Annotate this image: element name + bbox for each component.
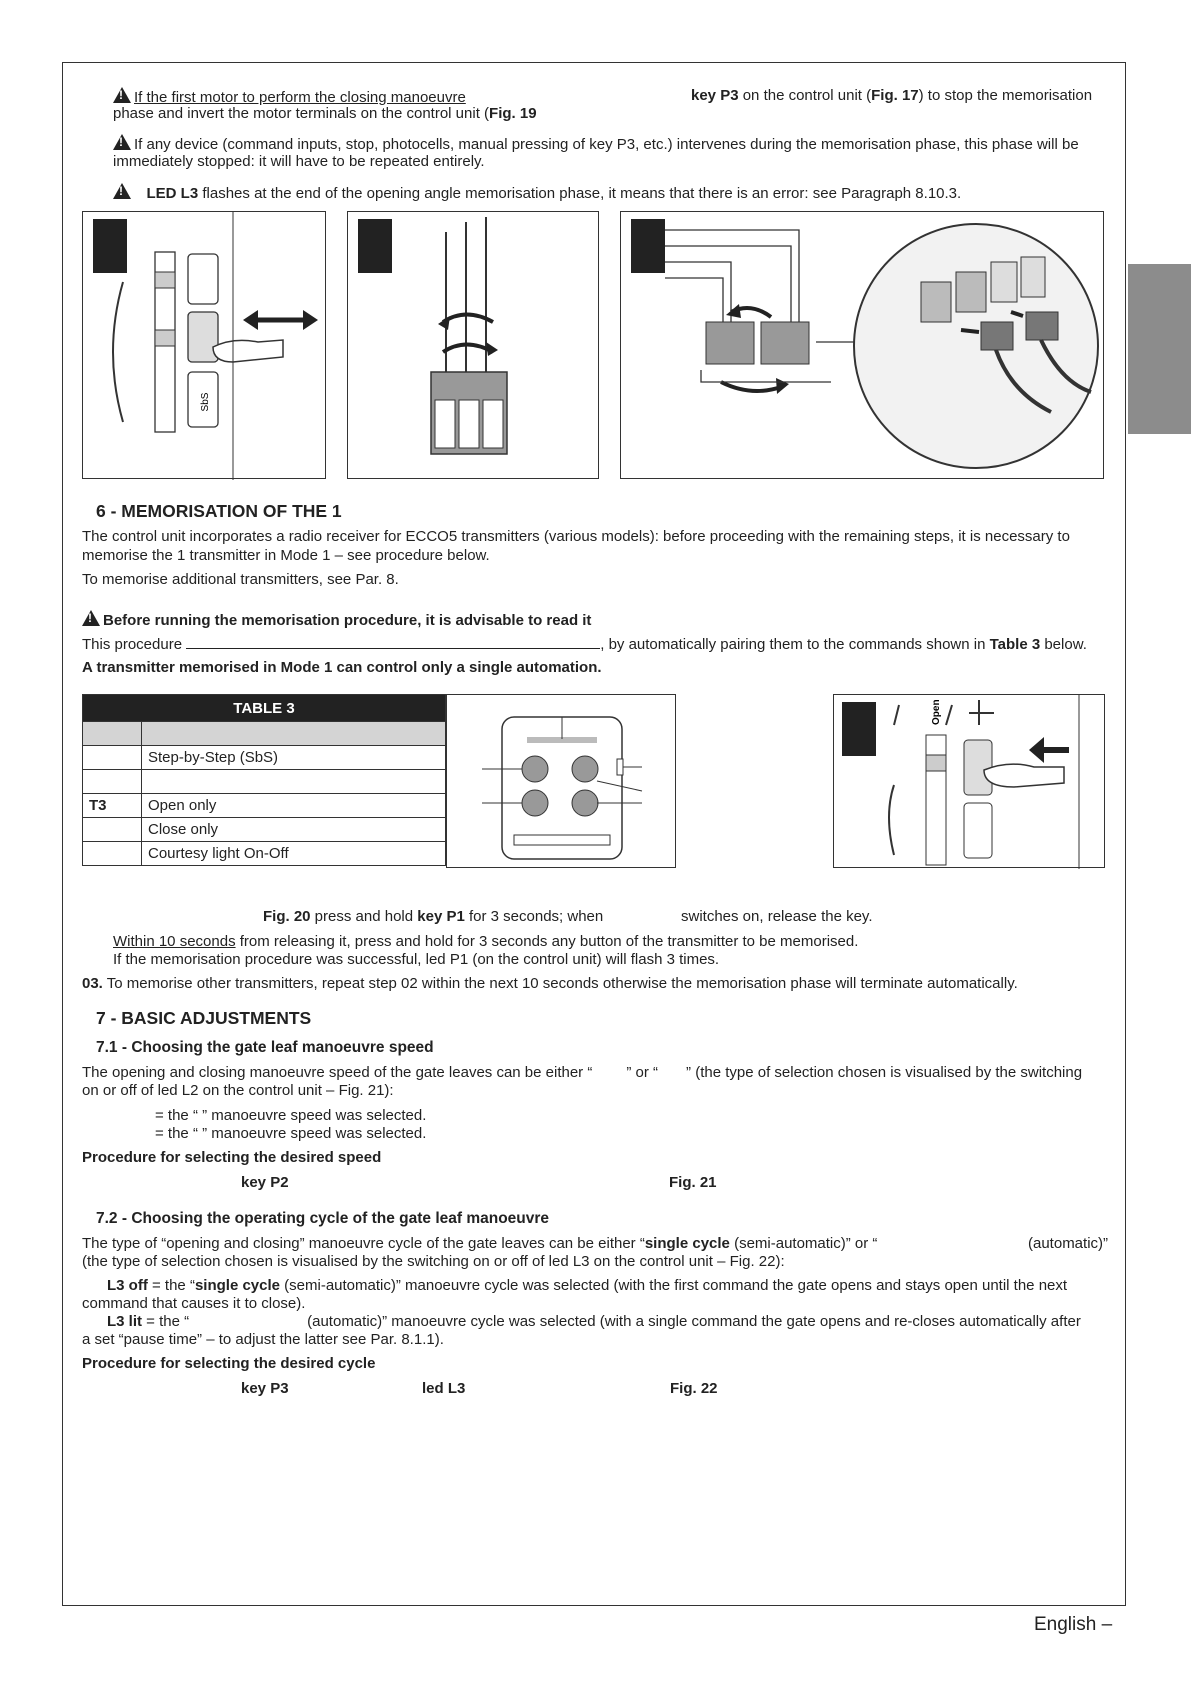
cycle-key: key P3 — [241, 1380, 289, 1397]
step-02: Within 10 seconds from releasing it, press and hold for 3 seconds any button of the transmitter to be memorised. — [113, 933, 859, 950]
warning-2-line2: immediately stopped: it will have to be repeated entirely. — [113, 153, 485, 170]
speed-procedure-title: Procedure for selecting the desired speed — [82, 1149, 382, 1166]
speed-intro: The opening and closing manoeuvre speed of the gate leaves can be either “ ” or “ ” (the type of selection chosen is visualised by the switching — [82, 1064, 1083, 1081]
cycle-l3-off-line2: command that causes it to close). — [82, 1295, 306, 1312]
cycle-l3-lit: L3 lit = the “ (automatic)” manoeuvre cycle was selected (with a single command the gate opens and re-closes automatically after — [107, 1313, 1081, 1330]
step-03: 03. To memorise other transmitters, repeat step 02 within the next 10 seconds otherwise the memorisation phase will terminate automatically. — [82, 975, 1018, 992]
speed-intro-line2: on or off of led L2 on the control unit – Fig. 21): — [82, 1082, 394, 1099]
cycle-l3-off: L3 off = the “single cycle (semi-automatic)” manoeuvre cycle was selected (with the first command the gate opens and stays open until the next — [107, 1277, 1068, 1294]
cycle-l3-lit-line2: a set “pause time” – to adjust the latter see Par. 8.1.1). — [82, 1331, 444, 1348]
sbs-key-label: SbS — [200, 392, 211, 412]
cycle-intro-end: (automatic)” — [1028, 1235, 1109, 1252]
warning-icon — [113, 134, 131, 150]
table-row — [83, 770, 446, 794]
cycle-intro: The type of “opening and closing” manoeuvre cycle of the gate leaves can be either “single cycle (semi-automatic)” or “ — [82, 1235, 878, 1252]
section-6-intro-line1: The control unit incorporates a radio receiver for ECCO5 transmitters (various models): before proceeding with the remaining steps, it is necessary to — [82, 528, 1070, 545]
speed-option-2: = the “ ” manoeuvre speed was selected. — [155, 1125, 427, 1142]
figure-connector — [347, 211, 599, 479]
section-6-additional: To memorise additional transmitters, see Par. 8. — [82, 571, 399, 588]
table-row: Close only — [83, 818, 446, 842]
section-6-title: 6 - MEMORISATION OF THE 1 — [96, 501, 342, 521]
blank-line — [186, 636, 600, 649]
connector-drawing — [348, 212, 600, 480]
terminals-drawing — [621, 212, 1105, 480]
cycle-procedure-title: Procedure for selecting the desired cycle — [82, 1355, 376, 1372]
control-panel-drawing — [83, 212, 327, 480]
step-01: Fig. 20 press and hold key P1 for 3 seconds; when — [263, 908, 604, 925]
p1-drawing — [834, 695, 1106, 869]
section-7-title: 7 - BASIC ADJUSTMENTS — [96, 1008, 312, 1028]
section-6-intro-line2: memorise the 1 transmitter in Mode 1 – see procedure below. — [82, 547, 490, 564]
table-3-title: TABLE 3 — [83, 695, 446, 722]
transmitter-drawing — [447, 695, 677, 869]
warning-1-right: key P3 on the control unit (Fig. 17) to stop the memorisation — [691, 87, 1093, 104]
cycle-intro-line2: (the type of selection chosen is visualised by the switching on or off of led L3 on the control unit – Fig. 22): — [82, 1253, 785, 1270]
step-02-result: If the memorisation procedure was successful, led P1 (on the control unit) will flash 3 times. — [113, 951, 720, 968]
figure-terminals — [620, 211, 1104, 479]
table-row: Step-by-Step (SbS) — [83, 746, 446, 770]
figure-key-p1 — [833, 694, 1105, 868]
figure-key-press — [82, 211, 326, 479]
warning-1: !If the first motor to perform the closing manoeuvre — [113, 87, 466, 107]
warning-3: ! LED L3 flashes at the end of the opening angle memorisation phase, it means that there is an error: see Paragraph 8.10.3. — [113, 183, 961, 203]
speed-option-1: = the “ ” manoeuvre speed was selected. — [155, 1107, 427, 1124]
procedure-text: This procedure , by automatically pairing them to the commands shown in Table 3 below. — [82, 636, 1087, 653]
table-row: T3 Open only — [83, 794, 446, 818]
side-tab — [1128, 264, 1191, 434]
step-01-end: switches on, release the key. — [681, 908, 873, 925]
speed-key: key P2 — [241, 1174, 289, 1191]
mode1-note: A transmitter memorised in Mode 1 can control only a single automation. — [82, 659, 602, 676]
figure-transmitter — [446, 694, 676, 868]
warning-2: !If any device (command inputs, stop, photocells, manual pressing of key P3, etc.) intervenes during the memorisation phase, this phase will be — [113, 134, 1079, 154]
warning-1-line2: phase and invert the motor terminals on the control unit (Fig. 19 — [113, 105, 537, 122]
cycle-led: led L3 — [422, 1380, 466, 1397]
warning-icon — [113, 183, 131, 199]
warning-icon — [82, 610, 100, 626]
section-7-1-title: 7.1 - Choosing the gate leaf manoeuvre speed — [96, 1039, 434, 1056]
footer-language: English – — [1034, 1614, 1113, 1635]
open-label: Open — [931, 699, 942, 725]
table-row: Courtesy light On-Off — [83, 842, 446, 866]
table-3 — [82, 694, 446, 866]
section-7-2-title: 7.2 - Choosing the operating cycle of the gate leaf manoeuvre — [96, 1210, 550, 1227]
cycle-fig: Fig. 22 — [670, 1380, 718, 1397]
section-6-warning: !Before running the memorisation procedure, it is advisable to read it — [82, 610, 591, 630]
speed-fig: Fig. 21 — [669, 1174, 717, 1191]
warning-icon — [113, 87, 131, 103]
